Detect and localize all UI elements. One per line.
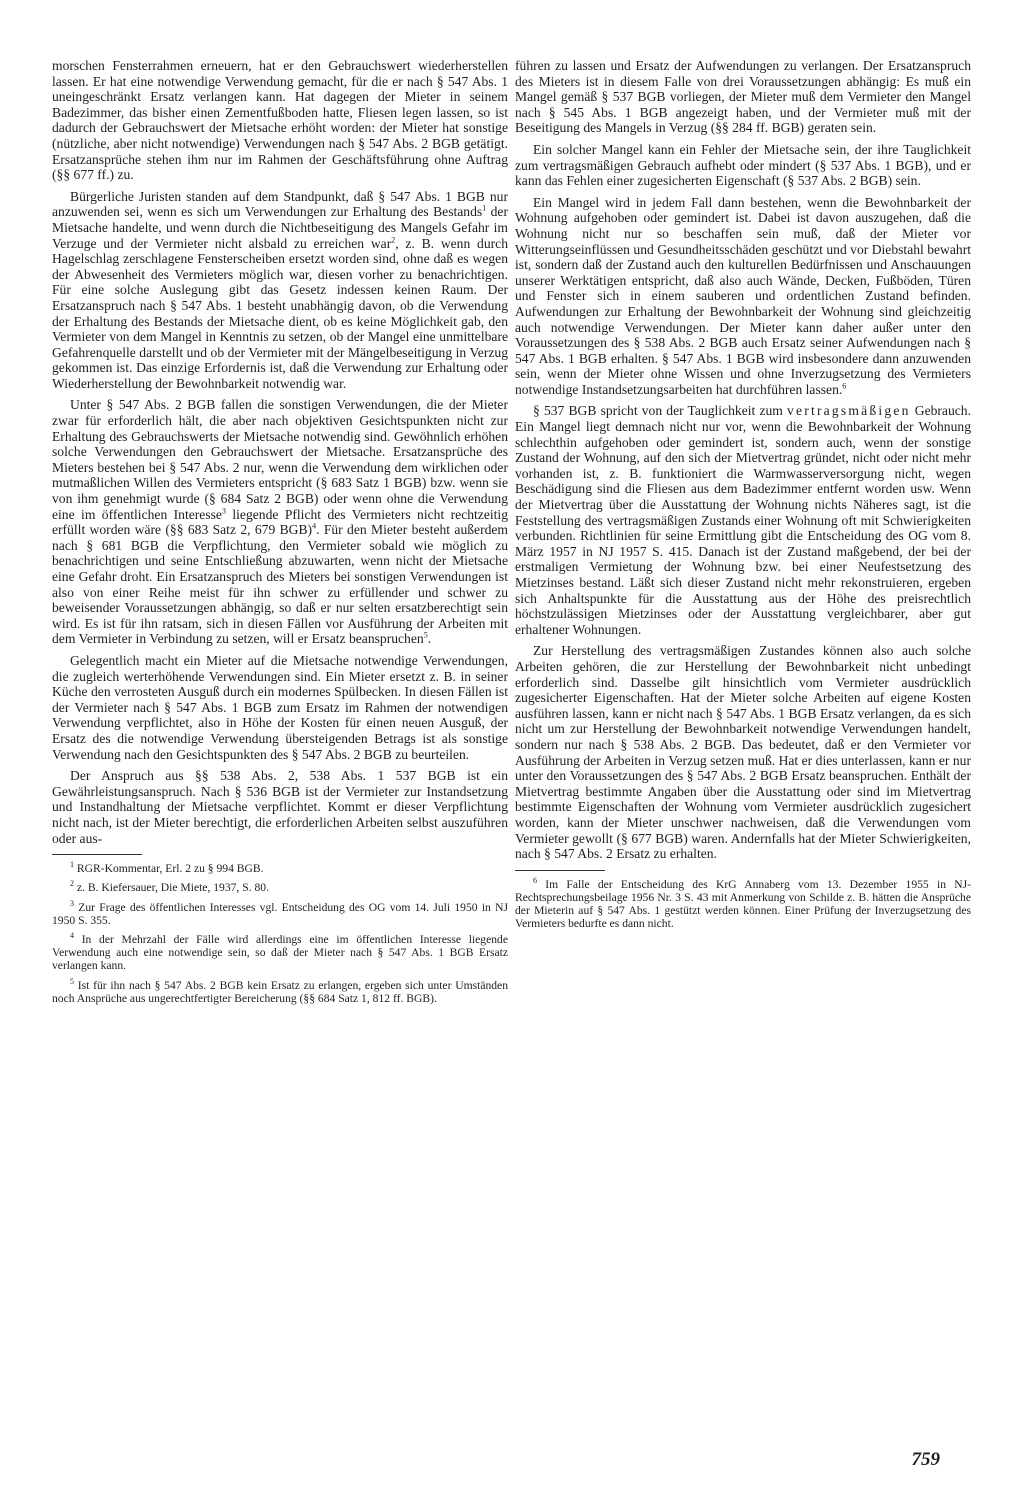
footnote-divider <box>515 870 605 871</box>
footnote-ref: 3 <box>221 506 226 516</box>
paragraph: Gelegentlich macht ein Mieter auf die Mietsache notwendige Verwendungen, die zugleich werterhöhende Verwendungen sind. Ein Mieter ersetzt z. B. in seiner Küche den verrosteten Ausguß durch ein modernes Spülbecken. In diesen Fällen ist der Vermieter nach § 547 Abs. 1 BGB zum Ersatz im Rahmen der notwendigen Verwendung verpflichtet, also in Höhe der Kosten für einen neuen Ausguß, der Ersatz des die notwendige Verwendung übersteigenden Betrags ist als sonstige Verwendung nach den Gesichtspunkten des § 547 Abs. 2 BGB zu beurteilen. <box>52 652 508 762</box>
footnote-ref: 6 <box>842 381 847 391</box>
footnotes <box>52 862 508 1005</box>
footnote: $^3$ Zur Frage des öffentlichen Interesses vgl. Entscheidung des OG vom 14. Juli 1950 in NJ 1950 S. 355. <box>52 898 508 927</box>
footnote-ref: 2 <box>391 235 396 244</box>
left-column <box>52 58 508 1005</box>
footnote-ref: 4 <box>312 521 317 531</box>
paragraph: Unter § 547 Abs. 2 BGB fallen die sonstigen Verwendungen, die der Mieter zwar für erforderlich hält, die aber nach objektiven Gesichtspunkten nicht zur Erhaltung des Gebrauchswerts der Mietsache notwendig sind. Gewöhnlich erhöhen solche Verwendungen den Gebrauchswert der Mietsache. Ersatzansprüche des Mieters bestehen bei § 547 Abs. 2 nur, wenn die Verwendung dem wirklichen oder mutmaßlichen Willen des Vermieters entspricht (§ 683 Satz 1 BGB) bzw. wenn sie von ihm genehmigt wurde (§ 684 Satz 2 BGB) oder wenn ohne die Verwendung eine im öffentlichen Interesse$^3$ liegende Pflicht des Vermieters nicht rechtzeitig erfüllt worden wäre (§§ 683 Satz 2, 679 BGB)$^4$. Für den Mieter besteht außerdem nach § 681 BGB die Verpflichtung, den Vermieter sobald wie möglich zu benachrichtigen und seine Entschließung abzuwarten, wenn nicht der Mietsache eine Gefahr droht. Ein Ersatzanspruch des Mieters bei sonstigen Verwendungen ist also von einer Reihe meist für ihn schwer zu erfüllender und schwer zu beweisender Voraussetzungen abhängig, so daß er nur selten ersatzberechtigt sein wird. Es ist für ihn ratsam, sich in diesen Fällen vor Ausführung der Arbeiten mit dem Vermieter in Verbindung zu setzen, will er Ersatz beanspruchen$^5$. <box>52 397 509 647</box>
paragraph: Der Anspruch aus §§ 538 Abs. 2, 538 Abs. 1 537 BGB ist ein Gewährleistungsanspruch. Nach § 536 BGB ist der Vermieter zur Instandsetzung und Instandhaltung der Mietsache verpflichtet. Kommt er dieser Verpflichtung nicht nach, ist der Mieter berechtigt, die erforderlichen Arbeiten selbst auszuführen oder aus- <box>52 768 508 846</box>
paragraph: § 537 BGB spricht von der Tauglichkeit zum vertragsmäßigen Gebrauch. Ein Mangel liegt demnach nicht nur vor, wenn die Bewohnbarkeit der Wohnung schlechthin aufgehoben oder gemindert ist, sondern auch, wenn der sonstige Zustand der Wohnung, auf den sich der Mietvertrag gründet, nicht oder nicht mehr vorhanden ist, z. B. funktioniert die Warmwasserversorgung nicht, wegen Beschädigung sind die Fliesen aus dem Badezimmer entfernt worden usw. Wenn der Mietvertrag über die Ausstattung der Wohnung nichts Näheres sagt, ist die Feststellung des vertragsmäßigen Zustands einer Wohnung oft mit Schwierigkeiten verbunden. Richtlinien für seine Ermittlung gibt die Entscheidung des OG vom 8. März 1957 in NJ 1957 S. 415. Danach ist der Zustand maßgebend, der bei der erstmaligen Vermietung der Wohnung bzw. bei einer Neufestsetzung des Mietzinses bestand. Läßt sich dieser Zustand nicht mehr rekonstruieren, ergeben sich Anhaltspunkte für die Ausstattung aus der Höhe des preisrechtlich höchstzulässigen Mietzinses oder der Ausstattung vergleichbarer, aber gut erhaltener Wohnungen. <box>515 403 971 637</box>
footnote: $^2$ z. B. Kiefersauer, Die Miete, 1937, S. 80. <box>70 879 269 895</box>
paragraph: Bürgerliche Juristen standen auf dem Standpunkt, daß § 547 Abs. 1 BGB nur anzuwenden sei, wenn es sich um Verwendungen zur Erhaltung des Bestands$^1$ der Mietsache handelte, und wenn durch die Nichtbeseitigung des Mangels Gefahr im Verzuge und der Vermieter nicht alsbald zu erreichen war$^2$, z. B. wenn durch Hagelschlag zerschlagene Fensterscheiben ersetzt worden sind, ohne daß es wegen der Abwesenheit des Vermieters möglich war, diesen vorher zu benachrichtigen. Für eine solche Auslegung gibt das Gesetz indessen keinen Raum. Der Ersatzanspruch nach § 547 Abs. 1 besteht unabhängig davon, ob die Verwendung der Erhaltung des Bestands der Mietsache dient, ob es keine Möglichkeit gab, den Vermieter von dem Mangel in Kenntnis zu setzen, ob der Mangel eine unmittelbare Gefahrenquelle darstellt und ob der Vermieter mit der Mängelbeseitigung in Verzug gekommen ist. Das einzige Erfordernis ist, daß die Verwendung zur Erhaltung oder Wiederherstellung der Bewohnbarkeit notwendig war. <box>52 188 508 391</box>
paragraph: Ein Mangel wird in jedem Fall dann bestehen, wenn die Bewohnbarkeit der Wohnung aufgehoben oder gemindert ist. Dabei ist davon auszugehen, daß die Wohnung nicht nur so beschaffen sein muß, daß der Mieter vor Witterungseinflüssen und Gesundheitsschäden geschützt und vor Diebstahl bewahrt ist, sondern daß der Zustand auch den kulturellen Bedürfnissen und Anschauungen unserer Werktätigen entspricht, daß also auch Wände, Decken, Fußböden, Türen und Fenster sich in einem sauberen und ordentlichen Zustand befinden. Aufwendungen zur Erhaltung der Bewohnbarkeit der Wohnung sind gleichzeitig auch notwendige Verwendungen. Der Mieter kann daher außer unter den Voraussetzungen des § 538 Abs. 2 BGB auch Ersatz seiner Aufwendungen nach § 547 Abs. 1 BGB erhalten. § 547 Abs. 1 BGB wird insbesondere dann anzuwenden sein, wenn der Mieter ohne Wissen und ohne Inverzugsetzung des Vermieters notwendige Instandsetzungsarbeiten hat durchführen lassen.$^6$ <box>515 194 971 397</box>
right-column <box>515 58 971 931</box>
paragraph: führen zu lassen und Ersatz der Aufwendungen zu verlangen. Der Ersatzanspruch des Mieters ist in diesem Falle von drei Voraussetzungen abhängig: Es muß ein Mangel gemäß § 537 BGB vorliegen, der Mieter muß dem Vermieter den Mangel nach § 545 Abs. 1 BGB angezeigt haben, und der Vermieter muß mit der Beseitigung des Mangels in Verzug (§§ 284 ff. BGB) geraten sein. <box>515 58 971 136</box>
page-number: 759 <box>911 1449 940 1470</box>
paragraph: morschen Fensterrahmen erneuern, hat er den Gebrauchswert wiederherstellen lassen. Er hat eine notwendige Verwendung gemacht, für die er nach § 547 Abs. 1 uneingeschränkt Ersatz verlangen kann. Hat dagegen der Mieter in seinem Badezimmer, das bisher einen Zementfußboden hatte, Fliesen legen lassen, so ist dadurch der Gebrauchswert der Mietsache erhöht worden: der Mieter hat sonstige (nützliche, aber nicht notwendige) Verwendungen nach § 547 Abs. 2 BGB getätigt. Ersatzansprüche stehen ihm nur im Rahmen der Geschäftsführung ohne Auftrag (§§ 677 ff.) zu. <box>52 58 508 183</box>
footnote: $^1$ RGR-Kommentar, Erl. 2 zu § 994 BGB. <box>70 860 264 876</box>
footnote-ref: 5 <box>423 630 428 640</box>
footnote: $^6$ Im Falle der Entscheidung des KrG Annaberg vom 13. Dezember 1955 in NJ-Rechtsprechungsbeilage 1956 Nr. 3 S. 43 mit Anmerkung von Schilde z. B. hätten die Ansprüche der Mieterin auf § 547 Abs. 1 gestützt werden können. Einer Prüfung der Inverzugsetzung des Vermieters bedurfte es dann nicht. <box>515 875 971 931</box>
footnote-divider <box>52 854 142 855</box>
footnote: $^5$ Ist für ihn nach § 547 Abs. 2 BGB kein Ersatz zu erlangen, ergeben sich unter Umständen noch Ansprüche aus ungerechtfertigter Bereicherung (§§ 684 Satz 1, 812 ff. BGB). <box>52 976 508 1005</box>
spaced-emphasis: vertragsmäßigen <box>787 403 911 419</box>
footnote-ref: 1 <box>482 203 487 213</box>
footnotes <box>515 875 971 931</box>
paragraph: Ein solcher Mangel kann ein Fehler der Mietsache sein, der ihre Tauglichkeit zum vertragsmäßigen Gebrauch aufhebt oder mindert (§ 537 Abs. 1 BGB), und er kann das Fehlen einer zugesicherten Eigenschaft (§ 537 Abs. 2 BGB) sein. <box>515 141 971 189</box>
footnote: $^4$ In der Mehrzahl der Fälle wird allerdings eine im öffentlichen Interesse liegende Verwendung auch eine notwendige sein, so daß der Mieter nach § 547 Abs. 1 BGB Ersatz verlangen kann. <box>52 931 508 973</box>
paragraph: Zur Herstellung des vertragsmäßigen Zustandes können also auch solche Arbeiten gehören, die zur Herstellung der Bewohnbarkeit nicht unbedingt erforderlich sind. Dasselbe gilt hinsichtlich vom Vermieter ausdrücklich zugesicherter Eigenschaften. Hat der Mieter solche Arbeiten auf eigene Kosten ausführen lassen, kann er nicht nach § 547 Abs. 1 BGB Ersatz verlangen, da es sich nicht um zur Herstellung der Bewohnbarkeit notwendige Verwendungen handelt, sondern nur nach § 538 Abs. 2 BGB. Das bedeutet, daß er den Vermieter vor Ausführung der Arbeiten in Verzug setzen muß. Hat er dies unterlassen, kann er nur unter den Voraussetzungen des § 547 Abs. 2 BGB Ersatz beanspruchen. Enthält der Mietvertrag bestimmte Angaben über die Ausstattung oder sind im Mietvertrag bestimmte Eigenschaften der Wohnung vom Vermieter ausdrücklich zugesichert worden, kann der Mieter unschwer nachweisen, daß die Verwendungen vom Vermieter gewollt (§ 677 BGB) waren. Andernfalls hat der Mieter Schwierigkeiten, nach § 547 Abs. 2 Ersatz zu erhalten. <box>515 643 971 862</box>
